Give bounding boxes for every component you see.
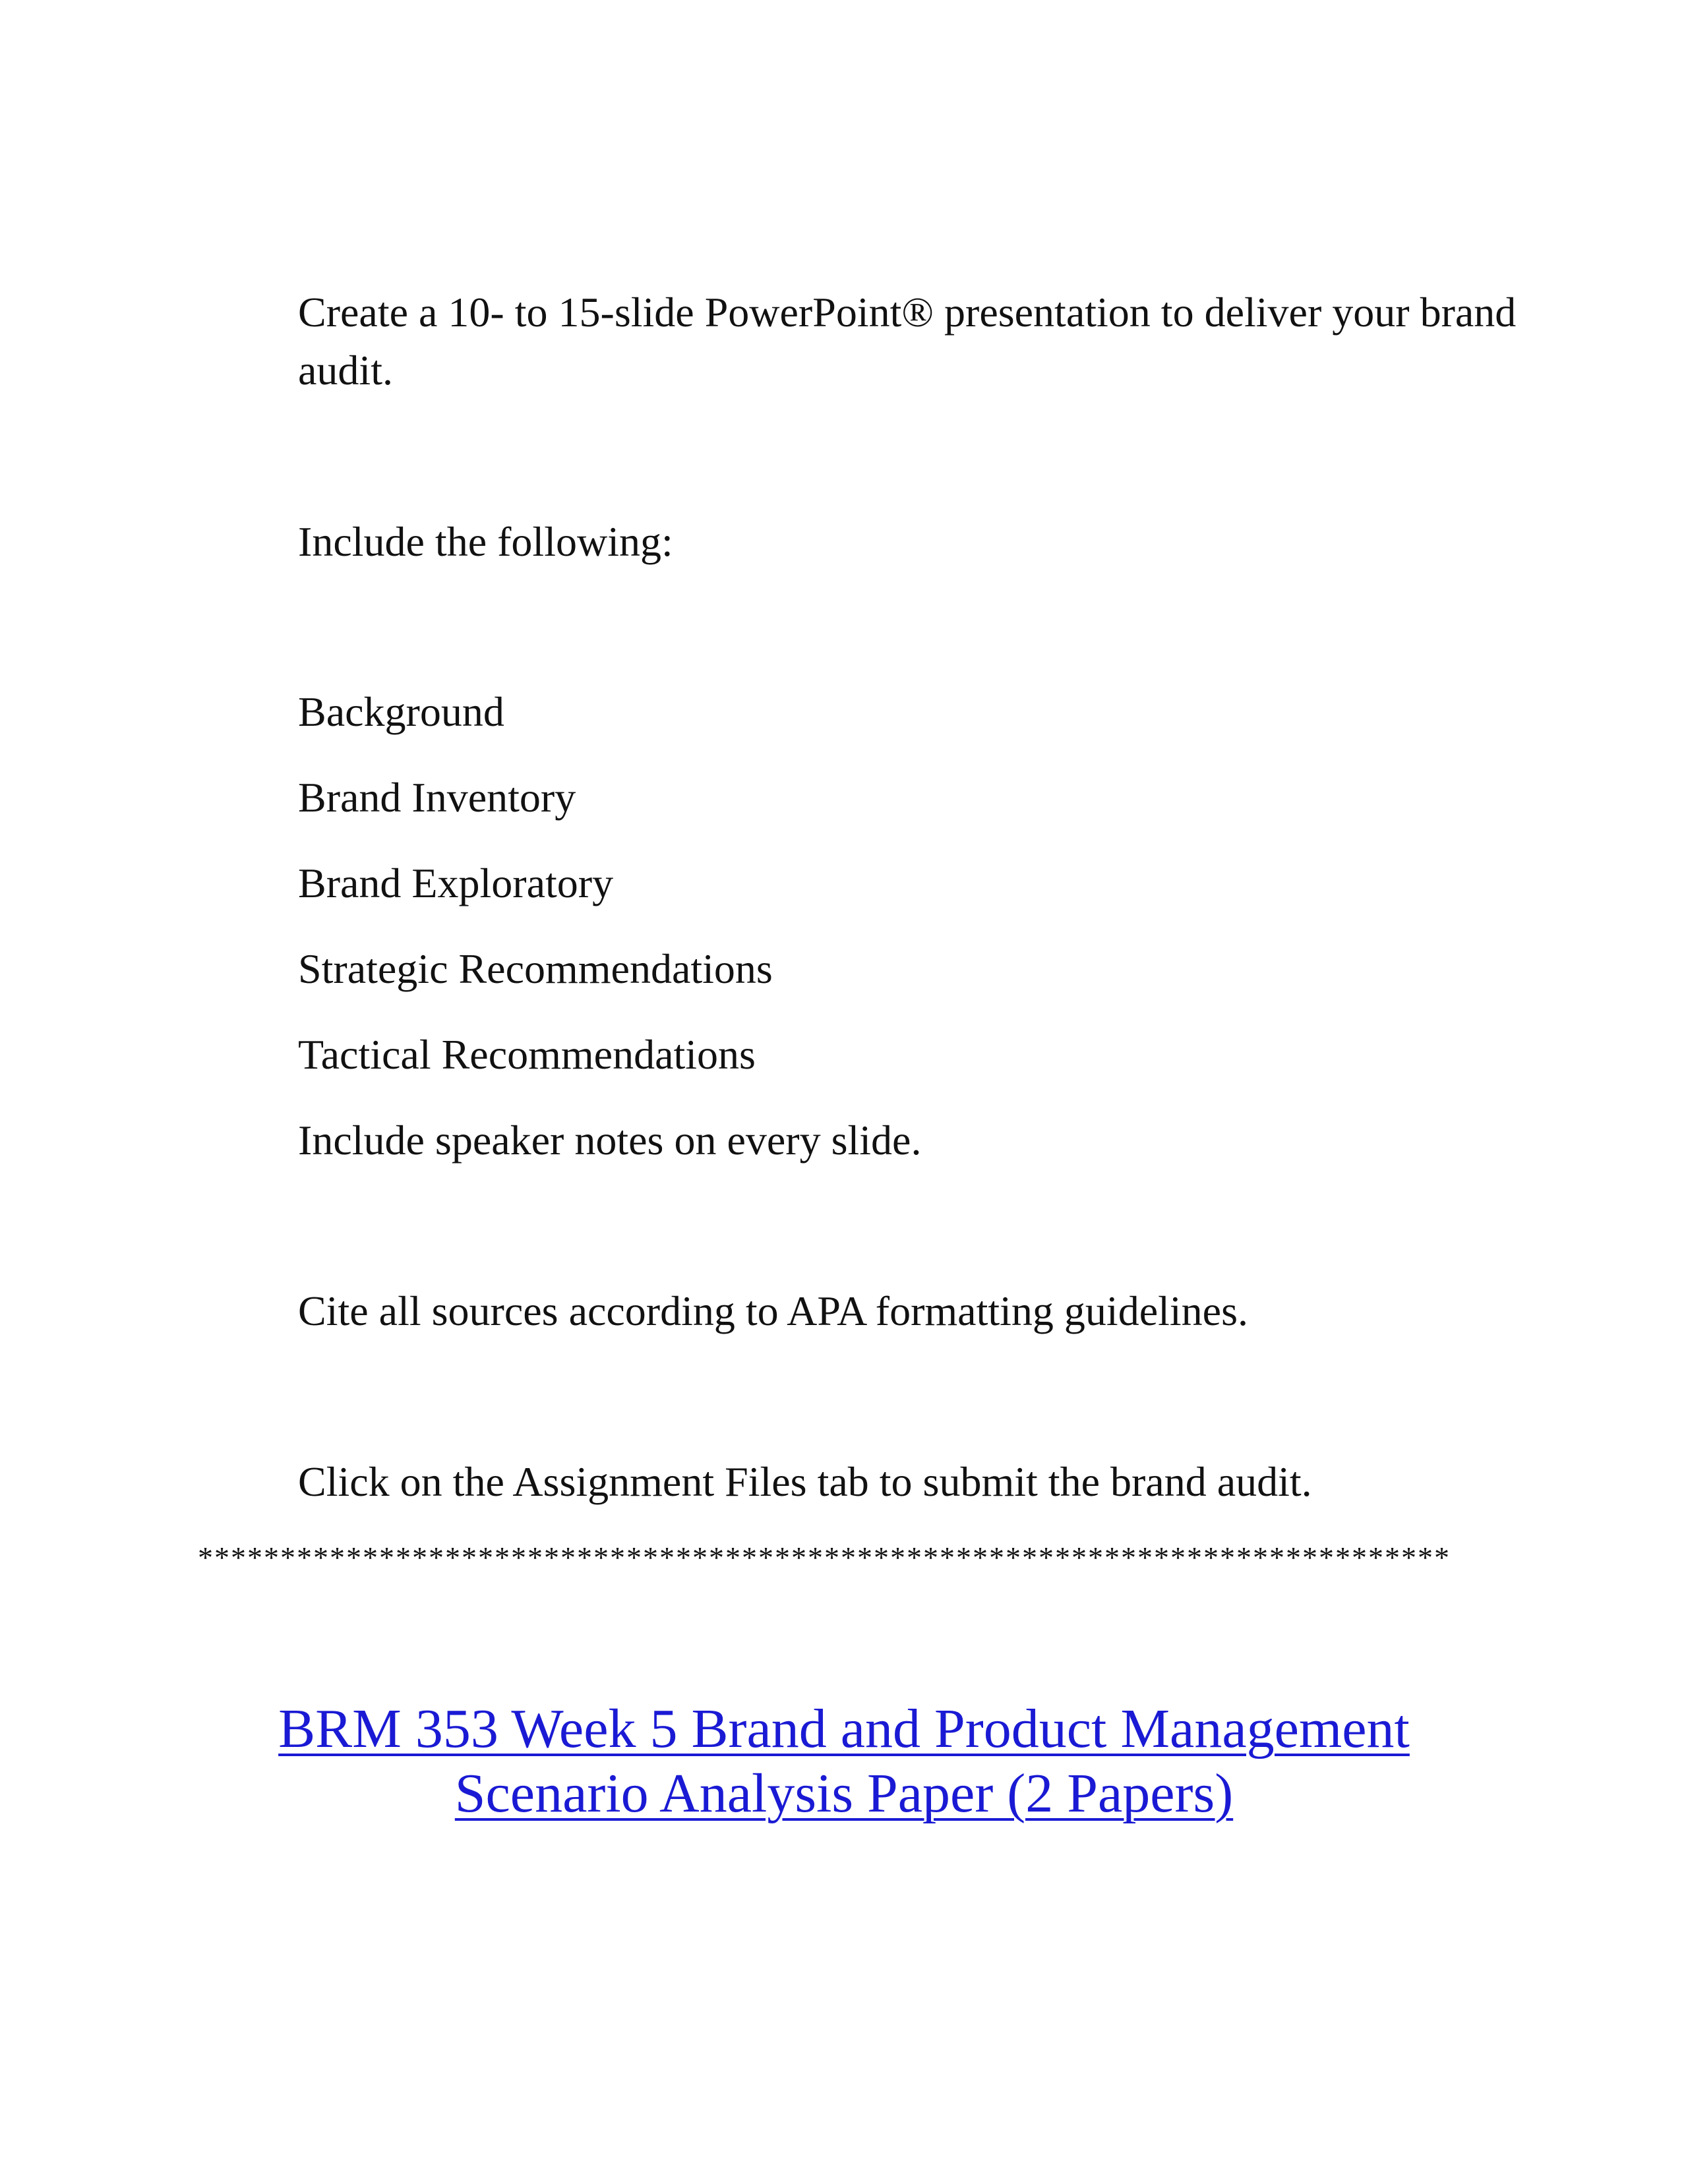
cite-paragraph: Cite all sources according to APA formatting guidelines. <box>298 1287 1248 1334</box>
product-link-line-2[interactable]: Scenario Analysis Paper (2 Papers) <box>454 1763 1234 1824</box>
list-item-brand-inventory: Brand Inventory <box>298 774 576 821</box>
list-item-speaker-notes: Include speaker notes on every slide. <box>298 1117 922 1164</box>
include-heading: Include the following: <box>298 518 673 565</box>
intro-paragraph: Create a 10- to 15-slide PowerPoint® presentation to deliver your brand audit. <box>298 289 1517 394</box>
product-link-block <box>0 1697 1688 1826</box>
list-item-tactical-recommendations: Tactical Recommendations <box>298 1031 756 1078</box>
product-link-line-1[interactable]: BRM 353 Week 5 Brand and Product Management <box>278 1698 1410 1759</box>
list-item-background: Background <box>298 688 504 735</box>
asterisk-separator: **************************************************************************** <box>198 1541 1451 1574</box>
submit-paragraph: Click on the Assignment Files tab to submit the brand audit. <box>298 1458 1312 1505</box>
list-item-brand-exploratory: Brand Exploratory <box>298 860 614 906</box>
list-item-strategic-recommendations: Strategic Recommendations <box>298 945 773 992</box>
